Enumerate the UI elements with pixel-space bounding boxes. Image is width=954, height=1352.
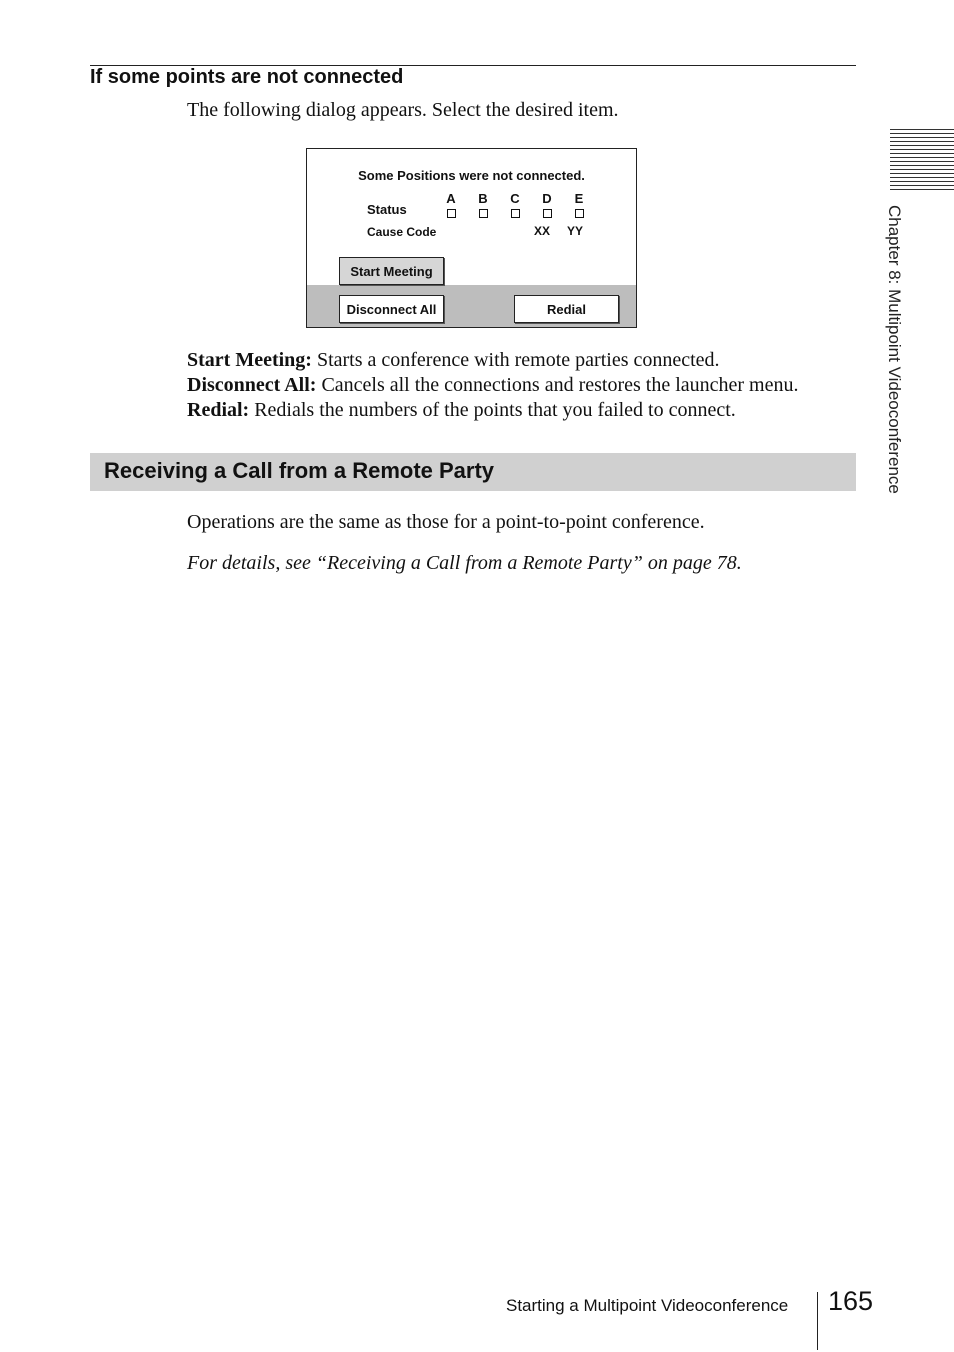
cause-code-d: XX	[534, 224, 551, 238]
description-term: Redial:	[187, 399, 250, 421]
dialog-title: Some Positions were not connected.	[358, 168, 585, 183]
cause-code-label: Cause Code	[367, 225, 437, 239]
description-text: Redials the numbers of the points that you failed to connect.	[249, 399, 736, 421]
redial-button[interactable]: Redial	[514, 295, 619, 323]
position-a	[441, 191, 461, 218]
page-reference: For details, see “Receiving a Call from a Remote Party” on page 78.	[187, 552, 742, 574]
position-d	[537, 191, 557, 218]
position-b	[473, 191, 493, 218]
chapter-side-tab: Chapter 8: Multipoint Videoconference	[885, 205, 904, 494]
chapter-tab-lines	[890, 129, 954, 193]
intro-text: The following dialog appears. Select the desired item.	[187, 99, 619, 121]
status-checkbox-e	[575, 209, 584, 218]
footer-divider	[817, 1292, 818, 1350]
description-term: Start Meeting:	[187, 349, 312, 371]
start-meeting-button[interactable]: Start Meeting	[339, 257, 444, 285]
page-number: 165	[828, 1286, 874, 1316]
description-disconnect-all	[187, 374, 799, 397]
subheading: If some points are not connected	[90, 66, 404, 88]
position-letter: B	[478, 191, 488, 206]
status-checkbox-b	[479, 209, 488, 218]
status-checkbox-c	[511, 209, 520, 218]
status-label: Status	[367, 202, 407, 217]
position-e	[569, 191, 589, 218]
not-connected-dialog	[306, 148, 637, 328]
position-letter: A	[446, 191, 456, 206]
description-text: Starts a conference with remote parties connected.	[311, 349, 720, 371]
position-letter: D	[542, 191, 552, 206]
cause-code-e: YY	[567, 224, 584, 238]
status-checkbox-d	[543, 209, 552, 218]
description-redial	[187, 399, 736, 422]
status-checkbox-a	[447, 209, 456, 218]
section-title: Receiving a Call from a Remote Party	[104, 458, 495, 483]
description-term: Disconnect All:	[187, 374, 317, 396]
position-c	[505, 191, 525, 218]
position-letter: E	[574, 191, 584, 206]
description-start-meeting	[187, 349, 720, 372]
body-paragraph: Operations are the same as those for a point-to-point conference.	[187, 511, 705, 533]
section-heading-bar	[90, 453, 856, 491]
disconnect-all-button[interactable]: Disconnect All	[339, 295, 444, 323]
description-text: Cancels all the connections and restores the launcher menu.	[316, 374, 799, 396]
position-letter: C	[510, 191, 520, 206]
footer-section-title: Starting a Multipoint Videoconference	[506, 1296, 789, 1315]
